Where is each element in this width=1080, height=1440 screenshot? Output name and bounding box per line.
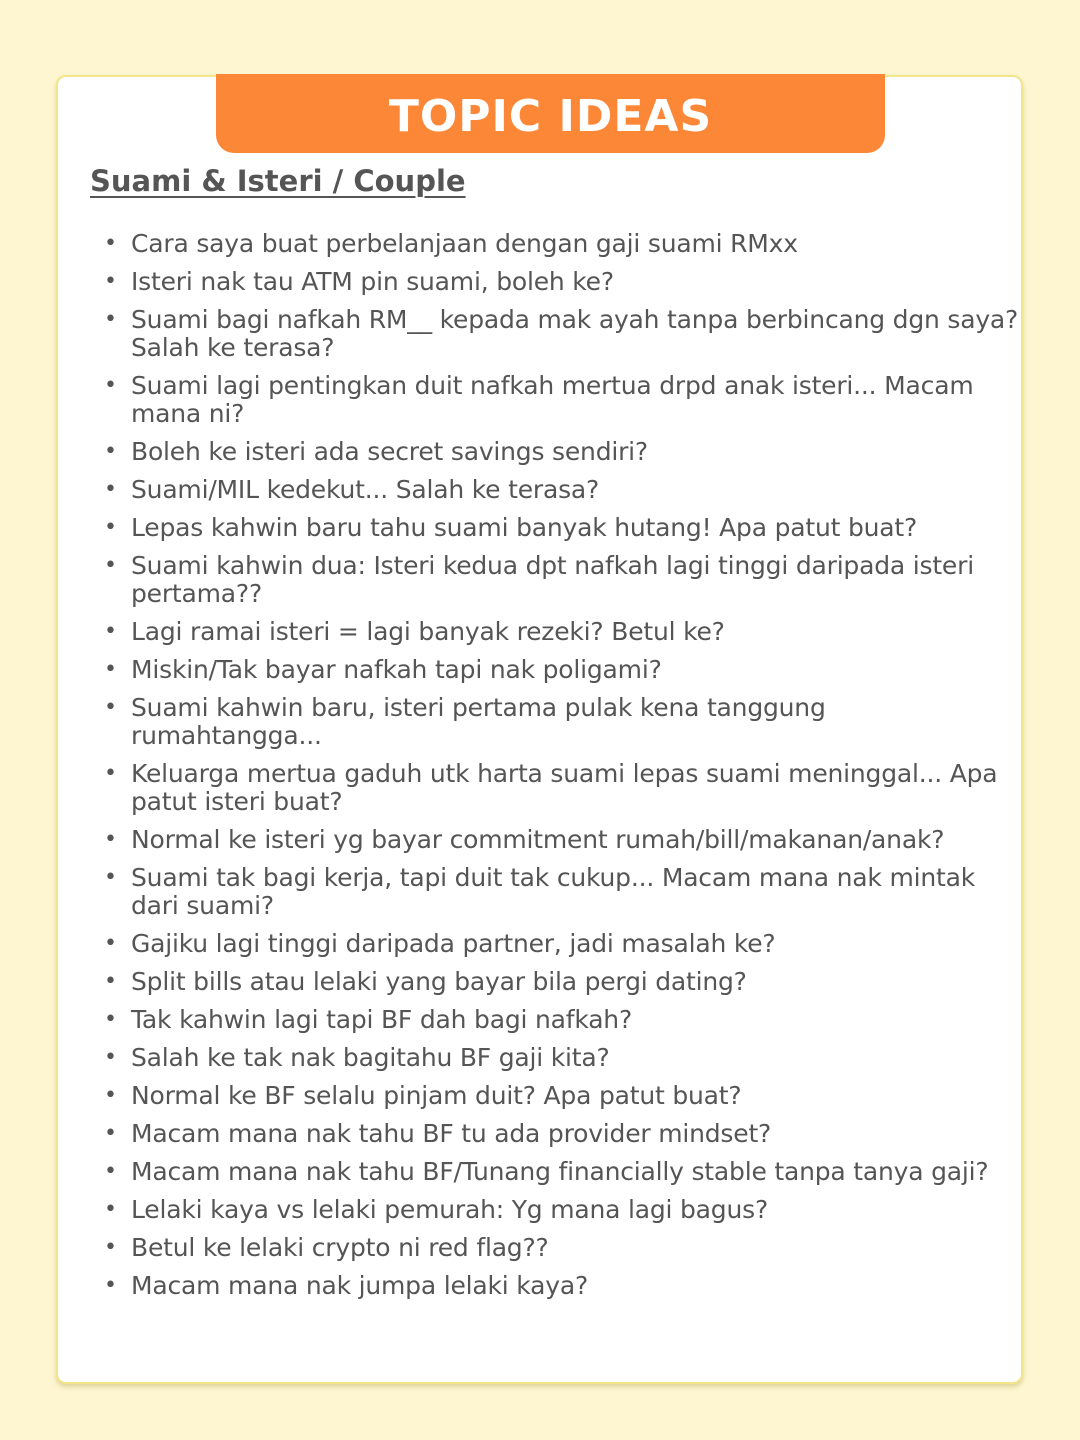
bullet-icon: • <box>104 1235 117 1260</box>
list-item-text: Tak kahwin lagi tapi BF dah bagi nafkah? <box>131 1005 633 1034</box>
list-item-text: Macam mana nak jumpa lelaki kaya? <box>131 1271 589 1300</box>
list-item-text: Suami kahwin dua: Isteri kedua dpt nafkah lagi tinggi daripada isteri pertama?? <box>131 551 974 608</box>
list-item <box>104 268 1022 296</box>
bullet-icon: • <box>104 1121 117 1146</box>
bullet-icon: • <box>104 1045 117 1070</box>
list-item <box>104 1158 1022 1186</box>
list-item <box>104 1272 1022 1300</box>
bullet-icon: • <box>104 761 117 786</box>
bullet-icon: • <box>104 269 117 294</box>
list-item <box>104 1196 1022 1224</box>
list-item-text: Cara saya buat perbelanjaan dengan gaji suami RMxx <box>131 229 798 258</box>
list-item-text: Macam mana nak tahu BF/Tunang financially stable tanpa tanya gaji? <box>131 1157 989 1186</box>
list-item <box>104 372 1022 428</box>
list-item <box>104 1234 1022 1262</box>
list-item <box>104 1120 1022 1148</box>
list-item-text: Boleh ke isteri ada secret savings sendiri? <box>131 437 648 466</box>
bullet-icon: • <box>104 1273 117 1298</box>
list-item <box>104 230 1022 258</box>
list-item <box>104 694 1022 750</box>
list-item-text: Normal ke isteri yg bayar commitment rumah/bill/makanan/anak? <box>131 825 945 854</box>
list-item-text: Betul ke lelaki crypto ni red flag?? <box>131 1233 549 1262</box>
bullet-icon: • <box>104 1007 117 1032</box>
list-item-text: Miskin/Tak bayar nafkah tapi nak poligami? <box>131 655 662 684</box>
list-item <box>104 552 1022 608</box>
list-item <box>104 476 1022 504</box>
bullet-icon: • <box>104 477 117 502</box>
bullet-icon: • <box>104 827 117 852</box>
list-item <box>104 1044 1022 1072</box>
list-item <box>104 618 1022 646</box>
list-item <box>104 656 1022 684</box>
bullet-icon: • <box>104 695 117 720</box>
list-item-text: Macam mana nak tahu BF tu ada provider mindset? <box>131 1119 772 1148</box>
list-item-text: Isteri nak tau ATM pin suami, boleh ke? <box>131 267 614 296</box>
bullet-icon: • <box>104 865 117 890</box>
bullet-icon: • <box>104 931 117 956</box>
bullet-icon: • <box>104 231 117 256</box>
list-item <box>104 306 1022 362</box>
section-title: Suami & Isteri / Couple <box>90 164 466 198</box>
bullet-icon: • <box>104 439 117 464</box>
bullet-icon: • <box>104 307 117 332</box>
bullet-icon: • <box>104 1159 117 1184</box>
list-item <box>104 968 1022 996</box>
bullet-icon: • <box>104 515 117 540</box>
list-item <box>104 864 1022 920</box>
list-item <box>104 826 1022 854</box>
page-title-banner <box>216 74 885 153</box>
list-item-text: Keluarga mertua gaduh utk harta suami lepas suami meninggal... Apa patut isteri buat? <box>131 759 998 816</box>
list-item <box>104 760 1022 816</box>
topic-list <box>104 230 1022 1310</box>
list-item-text: Split bills atau lelaki yang bayar bila pergi dating? <box>131 967 747 996</box>
list-item-text: Suami/MIL kedekut... Salah ke terasa? <box>131 475 600 504</box>
list-item-text: Lelaki kaya vs lelaki pemurah: Yg mana lagi bagus? <box>131 1195 769 1224</box>
list-item-text: Salah ke tak nak bagitahu BF gaji kita? <box>131 1043 610 1072</box>
list-item-text: Suami lagi pentingkan duit nafkah mertua drpd anak isteri... Macam mana ni? <box>131 371 974 428</box>
list-item-text: Gajiku lagi tinggi daripada partner, jadi masalah ke? <box>131 929 776 958</box>
list-item <box>104 438 1022 466</box>
list-item-text: Suami tak bagi kerja, tapi duit tak cukup... Macam mana nak mintak dari suami? <box>131 863 975 920</box>
bullet-icon: • <box>104 1197 117 1222</box>
list-item <box>104 514 1022 542</box>
list-item-text: Normal ke BF selalu pinjam duit? Apa patut buat? <box>131 1081 742 1110</box>
bullet-icon: • <box>104 553 117 578</box>
list-item-text: Suami bagi nafkah RM__ kepada mak ayah tanpa berbincang dgn saya? Salah ke terasa? <box>131 305 1019 362</box>
list-item-text: Lepas kahwin baru tahu suami banyak hutang! Apa patut buat? <box>131 513 918 542</box>
bullet-icon: • <box>104 969 117 994</box>
list-item <box>104 1082 1022 1110</box>
bullet-icon: • <box>104 657 117 682</box>
bullet-icon: • <box>104 619 117 644</box>
page-title: TOPIC IDEAS <box>388 91 713 142</box>
bullet-icon: • <box>104 1083 117 1108</box>
bullet-icon: • <box>104 373 117 398</box>
list-item <box>104 1006 1022 1034</box>
list-item-text: Lagi ramai isteri = lagi banyak rezeki? Betul ke? <box>131 617 725 646</box>
list-item <box>104 930 1022 958</box>
list-item-text: Suami kahwin baru, isteri pertama pulak kena tanggung rumahtangga... <box>131 693 826 750</box>
